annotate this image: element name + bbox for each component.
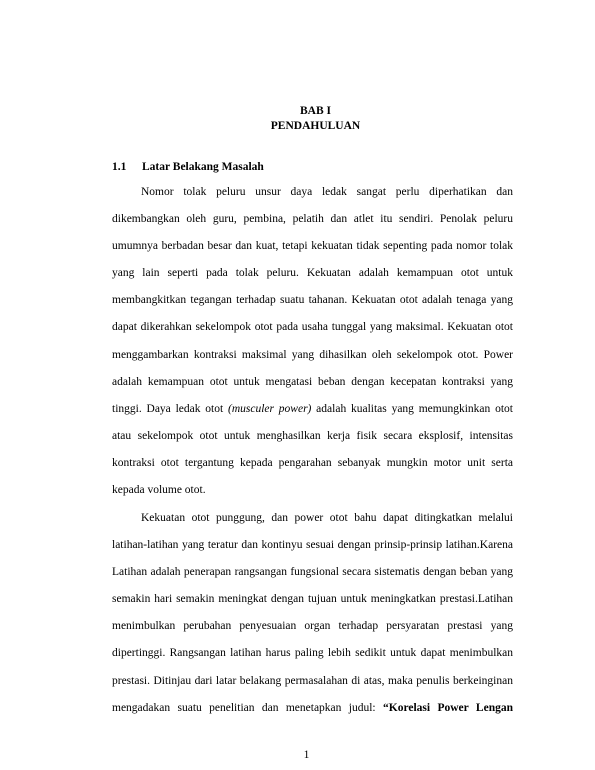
- page-number: 1: [303, 749, 310, 761]
- paragraph-line: menggambarkan kontraksi maksimal yang dihasilkan oleh sekelompok otot. Power: [112, 348, 513, 361]
- paragraph-line: latihan-latihan yang teratur dan kontinyu sesuai dengan prinsip-prinsip latihan.Karena: [112, 539, 513, 552]
- section-heading: [112, 160, 264, 174]
- paragraph-line: umumnya berbadan besar dan kuat, tetapi kekuatan tidak sepenting pada nomor tolak: [112, 240, 513, 253]
- paragraph-line: prestasi. Ditinjau dari latar belakang permasalahan di atas, maka penulis berkeinginan: [112, 674, 513, 687]
- paragraph-line: atau sekelompok otot untuk menghasilkan kerja fisik secara eksplosif, intensitas: [112, 429, 513, 442]
- paragraph-line: kepada volume otot.: [112, 484, 206, 497]
- paragraph-line: dikembangkan oleh guru, pembina, pelatih dan atlet itu sendiri. Penolak peluru: [112, 213, 513, 226]
- paragraph-line: yang lain seperti pada tolak peluru. Kekuatan adalah kemampuan otot untuk: [112, 267, 513, 280]
- paragraph-line: Latihan adalah penerapan rangsangan fungsional secara sistematis dengan beban yang: [112, 566, 513, 579]
- paragraph-2: [112, 505, 513, 722]
- paragraph-line: Kekuatan otot punggung, dan power otot bahu dapat ditingkatkan melalui: [141, 512, 513, 524]
- paragraph-text: tinggi. Daya ledak otot: [112, 402, 228, 415]
- paragraph-line: kontraksi otot tergantung kepada pengarahan sebanyak mungkin motor unit serta: [112, 456, 513, 469]
- chapter-title: PENDAHULUAN: [270, 120, 361, 132]
- paragraph-text: mengadakan suatu penelitian dan menetapkan judul:: [112, 701, 384, 714]
- paragraph-line: semakin hari semakin meningkat dengan tujuan untuk meningkatkan prestasi.Latihan: [112, 593, 513, 606]
- chapter-number: BAB I: [300, 105, 331, 117]
- research-title-text: “Korelasi Power Lengan: [383, 701, 513, 714]
- paragraph-line: [112, 396, 513, 423]
- paragraph-line: adalah kemampuan otot untuk mengatasi beban dengan kecepatan kontraksi yang: [112, 375, 513, 388]
- paragraph-line: membangkitkan tegangan terhadap suatu tahanan. Kekuatan otot adalah tenaga yang: [112, 294, 513, 307]
- paragraph-line: menimbulkan perubahan penyesuaian organ terhadap persyaratan prestasi yang: [112, 620, 513, 633]
- section-title: Latar Belakang Masalah: [142, 161, 264, 173]
- paragraph-1: [112, 179, 513, 504]
- paragraph-text: adalah kualitas yang memungkinkan otot: [311, 402, 513, 415]
- paragraph-line: [112, 695, 513, 722]
- paragraph-line: dapat dikerahkan sekelompok otot pada usaha tunggal yang maksimal. Kekuatan otot: [112, 321, 513, 334]
- paragraph-line: Nomor tolak peluru unsur daya ledak sangat perlu diperhatikan dan: [141, 186, 513, 198]
- paragraph-line: dipertinggi. Rangsangan latihan harus paling lebih sedikit untuk dapat menimbulkan: [112, 647, 513, 660]
- italic-term: (musculer power): [228, 402, 312, 415]
- section-number: 1.1: [112, 161, 127, 173]
